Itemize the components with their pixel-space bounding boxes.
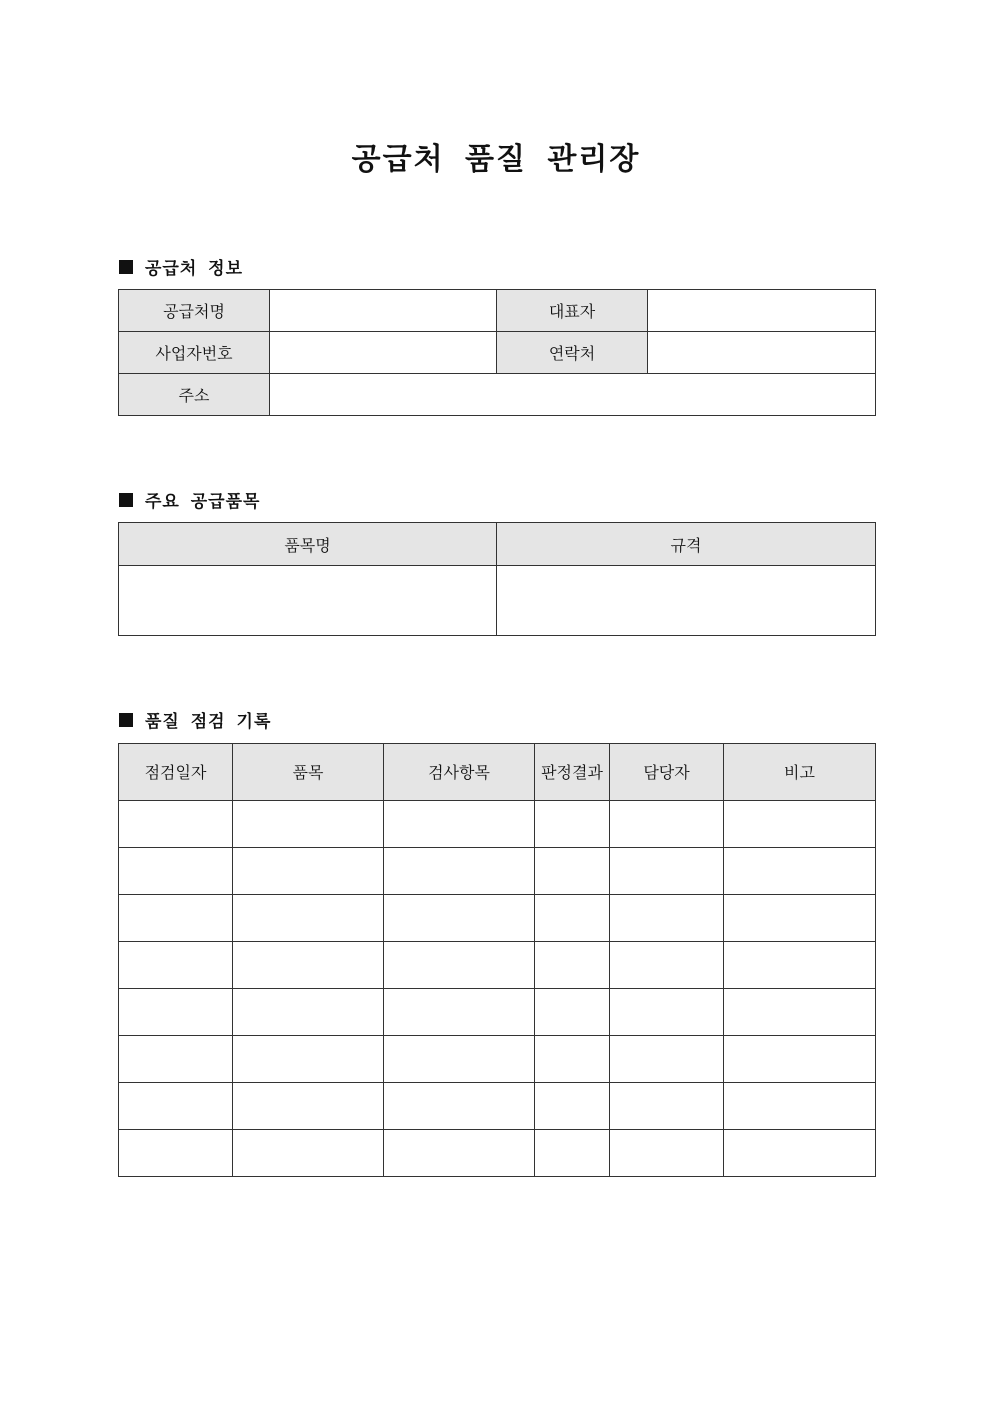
section-heading-inspection-records [119,707,271,732]
cell-inspection-date[interactable] [119,801,233,848]
field-supplier-name[interactable] [270,290,497,332]
cell-person-in-charge[interactable] [610,895,724,942]
cell-inspection-date[interactable] [119,989,233,1036]
cell-person-in-charge[interactable] [610,1083,724,1130]
cell-item[interactable] [233,942,384,989]
cell-person-in-charge[interactable] [610,848,724,895]
column-header-spec: 규격 [497,523,876,566]
cell-item[interactable] [233,1130,384,1177]
cell-inspection-date[interactable] [119,942,233,989]
label-address: 주소 [119,374,270,416]
table-row [119,895,876,942]
cell-inspection-item[interactable] [384,989,535,1036]
table-row [119,801,876,848]
section-heading-label: 품질 점검 기록 [145,712,272,732]
table-header-row [119,523,876,566]
label-business-number: 사업자번호 [119,332,270,374]
field-representative[interactable] [648,290,876,332]
column-header-inspection-date: 점검일자 [119,744,233,801]
cell-inspection-date[interactable] [119,1130,233,1177]
table-row [119,848,876,895]
cell-judgement-result[interactable] [535,1130,610,1177]
table-row [119,989,876,1036]
cell-inspection-date[interactable] [119,848,233,895]
cell-inspection-item[interactable] [384,848,535,895]
cell-inspection-date[interactable] [119,1083,233,1130]
section-heading-main-items [119,487,260,512]
page-title: 공급처 품질 관리장 [351,142,641,177]
table-row [119,374,876,416]
cell-remarks[interactable] [724,1083,876,1130]
table-row [119,332,876,374]
square-bullet-icon [119,260,133,274]
cell-remarks[interactable] [724,1130,876,1177]
section-heading-label: 주요 공급품목 [145,492,261,512]
main-items-table [118,522,876,636]
cell-judgement-result[interactable] [535,848,610,895]
cell-judgement-result[interactable] [535,942,610,989]
cell-person-in-charge[interactable] [610,989,724,1036]
cell-inspection-date[interactable] [119,1036,233,1083]
cell-spec[interactable] [497,566,876,636]
section-heading-label: 공급처 정보 [145,259,244,279]
cell-person-in-charge[interactable] [610,801,724,848]
cell-remarks[interactable] [724,895,876,942]
cell-judgement-result[interactable] [535,895,610,942]
field-address[interactable] [270,374,876,416]
label-supplier-name: 공급처명 [119,290,270,332]
inspection-records-table [118,743,876,1177]
table-row [119,1083,876,1130]
cell-item[interactable] [233,801,384,848]
cell-judgement-result[interactable] [535,1036,610,1083]
cell-judgement-result[interactable] [535,989,610,1036]
cell-item[interactable] [233,895,384,942]
cell-inspection-item[interactable] [384,942,535,989]
cell-remarks[interactable] [724,989,876,1036]
cell-inspection-item[interactable] [384,1083,535,1130]
cell-inspection-item[interactable] [384,801,535,848]
label-representative: 대표자 [497,290,648,332]
cell-remarks[interactable] [724,801,876,848]
square-bullet-icon [119,713,133,727]
square-bullet-icon [119,493,133,507]
supplier-info-table [118,289,876,416]
cell-person-in-charge[interactable] [610,1036,724,1083]
cell-judgement-result[interactable] [535,1083,610,1130]
table-row [119,566,876,636]
table-row [119,1036,876,1083]
cell-item[interactable] [233,1036,384,1083]
table-header-row [119,744,876,801]
cell-item[interactable] [233,1083,384,1130]
table-row [119,1130,876,1177]
cell-person-in-charge[interactable] [610,1130,724,1177]
cell-item[interactable] [233,989,384,1036]
column-header-item: 품목 [233,744,384,801]
cell-item[interactable] [233,848,384,895]
column-header-item-name: 품목명 [119,523,497,566]
field-business-number[interactable] [270,332,497,374]
cell-inspection-date[interactable] [119,895,233,942]
column-header-person-in-charge: 담당자 [610,744,724,801]
cell-inspection-item[interactable] [384,1036,535,1083]
cell-judgement-result[interactable] [535,801,610,848]
field-contact[interactable] [648,332,876,374]
table-row [119,290,876,332]
cell-remarks[interactable] [724,942,876,989]
label-contact: 연락처 [497,332,648,374]
section-heading-supplier-info [119,254,243,279]
column-header-judgement-result: 판정결과 [535,744,610,801]
cell-remarks[interactable] [724,848,876,895]
table-row [119,942,876,989]
column-header-inspection-item: 검사항목 [384,744,535,801]
cell-inspection-item[interactable] [384,1130,535,1177]
cell-remarks[interactable] [724,1036,876,1083]
cell-person-in-charge[interactable] [610,942,724,989]
cell-item-name[interactable] [119,566,497,636]
column-header-remarks: 비고 [724,744,876,801]
cell-inspection-item[interactable] [384,895,535,942]
